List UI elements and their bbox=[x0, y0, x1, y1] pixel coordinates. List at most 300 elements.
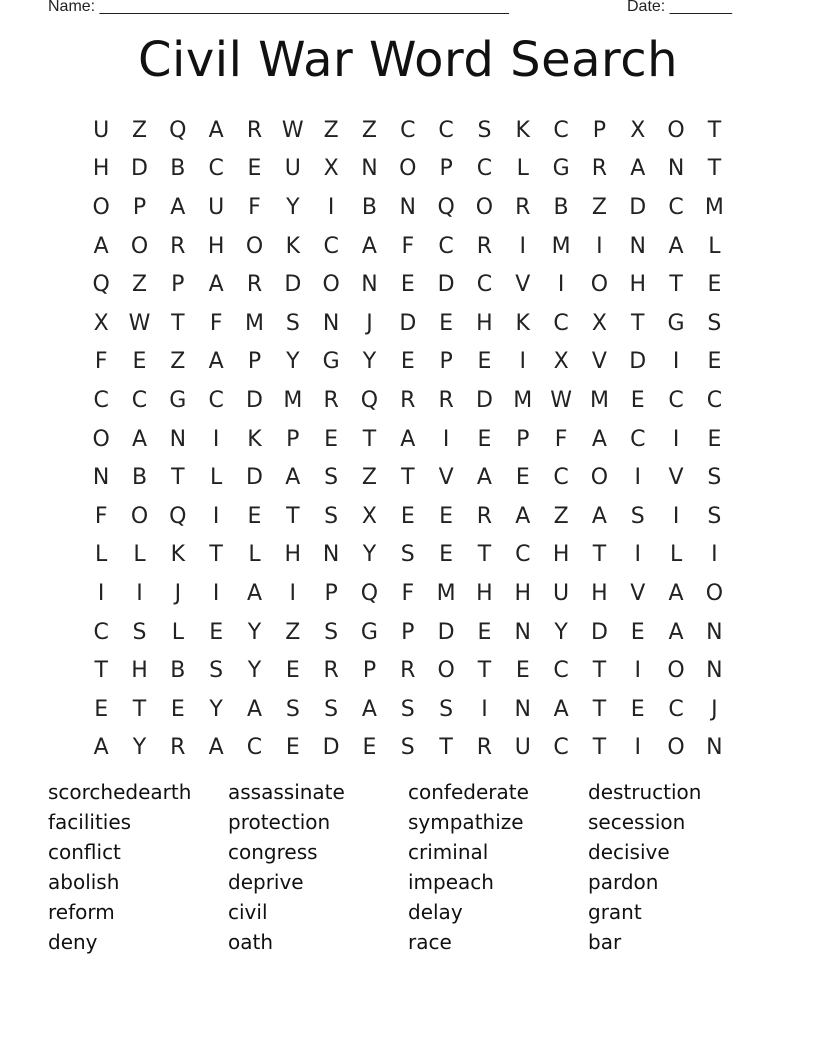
grid-letter[interactable]: K bbox=[285, 233, 301, 259]
grid-letter[interactable]: M bbox=[704, 194, 724, 220]
grid-letter[interactable]: C bbox=[476, 156, 493, 182]
grid-letter[interactable]: A bbox=[208, 117, 224, 143]
grid-letter[interactable]: I bbox=[519, 233, 527, 259]
grid-letter[interactable]: C bbox=[668, 696, 684, 722]
grid-letter[interactable]: P bbox=[132, 194, 147, 220]
grid-letter[interactable]: R bbox=[476, 735, 493, 761]
grid-letter[interactable]: P bbox=[439, 349, 453, 375]
grid-letter[interactable]: T bbox=[401, 465, 415, 491]
grid-letter[interactable]: A bbox=[591, 426, 607, 452]
grid-letter[interactable]: I bbox=[557, 272, 565, 298]
grid-letter[interactable]: A bbox=[93, 233, 109, 259]
grid-letter[interactable]: I bbox=[672, 349, 680, 375]
grid-letter[interactable]: G bbox=[322, 349, 340, 375]
grid-letter[interactable]: O bbox=[399, 156, 417, 182]
grid-letter[interactable]: A bbox=[208, 349, 224, 375]
grid-letter[interactable]: Z bbox=[591, 194, 607, 220]
grid-letter[interactable]: C bbox=[515, 542, 531, 568]
grid-letter[interactable]: Z bbox=[131, 272, 148, 298]
grid-letter[interactable]: E bbox=[707, 426, 722, 452]
grid-letter[interactable]: C bbox=[208, 156, 224, 182]
word-list-item: deny bbox=[48, 930, 98, 954]
grid-letter[interactable]: I bbox=[97, 580, 105, 606]
grid-letter[interactable]: T bbox=[439, 735, 453, 761]
grid-letter[interactable]: X bbox=[361, 503, 377, 529]
grid-letter[interactable]: A bbox=[246, 580, 262, 606]
grid-letter[interactable]: Y bbox=[132, 735, 147, 761]
grid-letter[interactable]: T bbox=[592, 696, 607, 722]
grid-letter[interactable]: K bbox=[515, 117, 530, 143]
grid-letter[interactable]: I bbox=[136, 580, 143, 606]
grid-letter[interactable]: L bbox=[669, 542, 683, 568]
grid-letter[interactable]: R bbox=[170, 233, 186, 259]
grid-letter[interactable]: N bbox=[92, 465, 110, 491]
grid-letter[interactable]: N bbox=[361, 272, 378, 298]
grid-letter[interactable]: Q bbox=[437, 194, 455, 220]
grid-letter[interactable]: V bbox=[668, 465, 684, 491]
grid-letter[interactable]: C bbox=[438, 233, 454, 259]
grid-letter[interactable]: V bbox=[515, 272, 531, 298]
grid-letter[interactable]: U bbox=[93, 117, 110, 143]
grid-letter[interactable]: T bbox=[94, 658, 108, 684]
grid-letter[interactable]: E bbox=[477, 426, 492, 452]
grid-letter[interactable]: T bbox=[631, 310, 645, 336]
grid-letter[interactable]: X bbox=[323, 156, 339, 182]
grid-letter[interactable]: T bbox=[171, 310, 185, 336]
grid-letter[interactable]: I bbox=[212, 503, 220, 529]
grid-letter[interactable]: E bbox=[94, 696, 109, 722]
grid-letter[interactable]: D bbox=[590, 619, 608, 645]
grid-letter[interactable]: S bbox=[324, 619, 339, 645]
grid-letter[interactable]: C bbox=[706, 387, 723, 413]
grid-letter[interactable]: M bbox=[551, 233, 571, 259]
grid-row bbox=[82, 536, 734, 575]
grid-letter[interactable]: I bbox=[672, 426, 680, 452]
grid-letter[interactable]: H bbox=[476, 310, 493, 336]
grid-letter[interactable]: A bbox=[208, 735, 224, 761]
grid-letter[interactable]: G bbox=[169, 387, 187, 413]
grid-letter[interactable]: A bbox=[668, 619, 684, 645]
grid-letter[interactable]: D bbox=[399, 310, 417, 336]
grid-letter[interactable]: J bbox=[174, 580, 182, 606]
grid-letter[interactable]: Q bbox=[169, 503, 187, 529]
grid-letter[interactable]: I bbox=[711, 542, 718, 568]
grid-letter[interactable]: E bbox=[477, 349, 492, 375]
grid-letter[interactable]: O bbox=[667, 735, 685, 761]
grid-letter[interactable]: F bbox=[248, 194, 261, 220]
grid-letter[interactable]: O bbox=[130, 503, 149, 529]
grid-letter[interactable]: S bbox=[132, 619, 147, 645]
grid-letter[interactable]: H bbox=[131, 658, 148, 684]
grid-letter[interactable]: F bbox=[401, 233, 415, 259]
grid-letter[interactable]: I bbox=[327, 194, 335, 220]
grid-letter[interactable]: E bbox=[439, 503, 454, 529]
grid-letter[interactable]: C bbox=[668, 387, 684, 413]
grid-letter[interactable]: S bbox=[707, 310, 722, 336]
grid-letter[interactable]: C bbox=[553, 735, 569, 761]
grid-letter[interactable]: S bbox=[630, 503, 645, 529]
grid-letter[interactable]: X bbox=[93, 310, 109, 336]
grid-letter[interactable]: M bbox=[244, 310, 264, 336]
grid-letter[interactable]: I bbox=[212, 426, 220, 452]
grid-letter[interactable]: A bbox=[553, 696, 569, 722]
grid-letter[interactable]: W bbox=[550, 387, 572, 413]
grid-letter[interactable]: Z bbox=[361, 465, 377, 491]
grid-letter[interactable]: O bbox=[92, 426, 110, 452]
grid-letter[interactable]: I bbox=[634, 735, 641, 761]
grid-letter[interactable]: O bbox=[705, 580, 724, 606]
grid-letter[interactable]: S bbox=[285, 696, 300, 722]
grid-letter[interactable]: Y bbox=[209, 696, 223, 722]
grid-letter[interactable]: O bbox=[475, 194, 494, 220]
grid-letter[interactable]: E bbox=[707, 272, 722, 298]
grid-letter[interactable]: N bbox=[706, 735, 723, 761]
grid-letter[interactable]: E bbox=[285, 658, 300, 684]
grid-letter[interactable]: O bbox=[92, 194, 110, 220]
grid-letter[interactable]: N bbox=[514, 619, 531, 645]
grid-letter[interactable]: O bbox=[590, 465, 609, 491]
grid-letter[interactable]: S bbox=[209, 658, 224, 684]
grid-letter[interactable]: J bbox=[711, 696, 718, 722]
grid-letter[interactable]: S bbox=[707, 465, 722, 491]
grid-letter[interactable]: A bbox=[515, 503, 531, 529]
grid-letter[interactable]: E bbox=[515, 658, 530, 684]
grid-letter[interactable]: N bbox=[706, 658, 723, 684]
grid-letter[interactable]: U bbox=[284, 156, 301, 182]
grid-letter[interactable]: N bbox=[667, 156, 685, 182]
grid-letter[interactable]: O bbox=[130, 233, 149, 259]
grid-letter[interactable]: Y bbox=[286, 349, 300, 375]
grid-letter[interactable]: A bbox=[361, 233, 377, 259]
grid-letter[interactable]: Y bbox=[247, 619, 262, 645]
grid-letter[interactable]: E bbox=[400, 349, 415, 375]
grid-letter[interactable]: Y bbox=[362, 349, 377, 375]
grid-letter[interactable]: C bbox=[553, 117, 569, 143]
grid-letter[interactable]: T bbox=[592, 542, 607, 568]
grid-letter[interactable]: I bbox=[672, 503, 680, 529]
grid-letter[interactable]: C bbox=[553, 658, 569, 684]
grid-letter[interactable]: N bbox=[629, 233, 646, 259]
grid-letter[interactable]: E bbox=[515, 465, 530, 491]
grid-letter[interactable]: D bbox=[246, 387, 263, 413]
grid-letter[interactable]: C bbox=[400, 117, 416, 143]
grid-letter[interactable]: D bbox=[629, 194, 647, 220]
grid-letter[interactable]: A bbox=[93, 735, 109, 761]
grid-letter[interactable]: T bbox=[132, 696, 147, 722]
grid-letter[interactable]: S bbox=[439, 696, 454, 722]
grid-letter[interactable]: R bbox=[515, 194, 531, 220]
grid-letter[interactable]: B bbox=[170, 156, 186, 182]
grid-letter[interactable]: B bbox=[170, 658, 186, 684]
word-list-item: scorchedearth bbox=[48, 780, 192, 804]
grid-letter[interactable]: G bbox=[552, 156, 570, 182]
word-list-item: bar bbox=[588, 930, 622, 954]
grid-letter[interactable]: B bbox=[361, 194, 377, 220]
grid-letter[interactable]: Z bbox=[323, 117, 339, 143]
grid-letter[interactable]: N bbox=[322, 310, 340, 336]
grid-letter[interactable]: G bbox=[360, 619, 378, 645]
grid-letter[interactable]: E bbox=[362, 735, 377, 761]
grid-letter[interactable]: I bbox=[212, 580, 220, 606]
grid-letter[interactable]: I bbox=[519, 349, 527, 375]
grid-letter[interactable]: H bbox=[92, 156, 110, 182]
grid-letter[interactable]: D bbox=[131, 156, 148, 182]
grid-letter[interactable]: R bbox=[323, 658, 339, 684]
grid-letter[interactable]: Y bbox=[247, 658, 262, 684]
grid-letter[interactable]: A bbox=[630, 156, 646, 182]
grid-letter[interactable]: C bbox=[476, 272, 493, 298]
grid-letter[interactable]: E bbox=[707, 349, 722, 375]
grid-letter[interactable]: P bbox=[362, 658, 377, 684]
grid-letter[interactable]: N bbox=[361, 156, 378, 182]
grid-letter[interactable]: R bbox=[476, 503, 493, 529]
grid-letter[interactable]: S bbox=[400, 735, 415, 761]
grid-letter[interactable]: T bbox=[477, 542, 492, 568]
grid-letter[interactable]: A bbox=[361, 696, 377, 722]
grid-letter[interactable]: E bbox=[247, 503, 262, 529]
grid-letter[interactable]: X bbox=[630, 117, 646, 143]
grid-letter[interactable]: T bbox=[477, 658, 492, 684]
grid-letter[interactable]: C bbox=[93, 387, 109, 413]
grid-letter[interactable]: A bbox=[400, 426, 416, 452]
grid-letter[interactable]: M bbox=[589, 387, 609, 413]
grid-letter[interactable]: Y bbox=[554, 619, 568, 645]
grid-letter[interactable]: T bbox=[592, 735, 607, 761]
grid-letter[interactable]: S bbox=[477, 117, 492, 143]
grid-letter[interactable]: C bbox=[246, 735, 263, 761]
grid-letter[interactable]: B bbox=[131, 465, 148, 491]
grid-letter[interactable]: K bbox=[515, 310, 530, 336]
grid-letter[interactable]: U bbox=[553, 580, 570, 606]
grid-letter[interactable]: I bbox=[481, 696, 488, 722]
grid-letter[interactable]: K bbox=[170, 542, 186, 568]
grid-letter[interactable]: E bbox=[247, 156, 262, 182]
grid-letter[interactable]: H bbox=[629, 272, 647, 298]
grid-letter[interactable]: I bbox=[634, 542, 641, 568]
grid-letter[interactable]: D bbox=[322, 735, 340, 761]
grid-letter[interactable]: C bbox=[438, 117, 454, 143]
grid-letter[interactable]: H bbox=[284, 542, 302, 568]
grid-letter[interactable]: Y bbox=[362, 542, 377, 568]
grid-letter[interactable]: R bbox=[246, 272, 263, 298]
grid-letter[interactable]: X bbox=[591, 310, 607, 336]
grid-letter[interactable]: D bbox=[437, 619, 455, 645]
grid-letter[interactable]: V bbox=[591, 349, 607, 375]
grid-letter[interactable]: R bbox=[591, 156, 608, 182]
grid-letter[interactable]: L bbox=[708, 233, 721, 259]
grid-letter[interactable]: E bbox=[170, 696, 185, 722]
grid-letter[interactable]: T bbox=[286, 503, 300, 529]
grid-letter[interactable]: E bbox=[630, 619, 645, 645]
grid-letter[interactable]: T bbox=[707, 156, 722, 182]
grid-letter[interactable]: D bbox=[475, 387, 493, 413]
grid-letter[interactable]: E bbox=[132, 349, 147, 375]
word-list-item: grant bbox=[588, 900, 642, 924]
grid-letter[interactable]: P bbox=[286, 426, 300, 452]
grid-letter[interactable]: S bbox=[324, 465, 339, 491]
word-list-item: confederate bbox=[408, 780, 529, 804]
grid-letter[interactable]: R bbox=[438, 387, 454, 413]
grid-letter[interactable]: R bbox=[323, 387, 339, 413]
grid-letter[interactable]: A bbox=[668, 580, 684, 606]
grid-letter[interactable]: S bbox=[400, 696, 415, 722]
grid-letter[interactable]: O bbox=[667, 117, 685, 143]
grid-letter[interactable]: E bbox=[209, 619, 224, 645]
grid-letter[interactable]: N bbox=[399, 194, 417, 220]
name-field-line[interactable]: Name: ______________________________________________ bbox=[48, 0, 509, 15]
grid-letter[interactable]: C bbox=[323, 233, 339, 259]
grid-letter[interactable]: P bbox=[439, 156, 453, 182]
grid-letter[interactable]: F bbox=[209, 310, 223, 336]
grid-letter[interactable]: R bbox=[246, 117, 263, 143]
grid-letter[interactable]: A bbox=[246, 696, 262, 722]
grid-letter[interactable]: I bbox=[634, 465, 641, 491]
grid-letter[interactable]: C bbox=[553, 465, 569, 491]
grid-letter[interactable]: A bbox=[591, 503, 607, 529]
grid-letter[interactable]: P bbox=[171, 272, 185, 298]
grid-letter[interactable]: N bbox=[514, 696, 531, 722]
grid-letter[interactable]: O bbox=[590, 272, 609, 298]
grid-letter[interactable]: P bbox=[516, 426, 530, 452]
grid-letter[interactable]: N bbox=[322, 542, 340, 568]
page-title: Civil War Word Search bbox=[137, 32, 679, 88]
grid-letter[interactable]: T bbox=[669, 272, 683, 298]
grid-letter[interactable]: P bbox=[592, 117, 607, 143]
grid-letter[interactable]: L bbox=[95, 542, 108, 568]
grid-letter[interactable]: E bbox=[439, 310, 454, 336]
grid-letter[interactable]: P bbox=[324, 580, 338, 606]
grid-letter[interactable]: E bbox=[324, 426, 339, 452]
grid-letter[interactable]: C bbox=[208, 387, 224, 413]
grid-letter[interactable]: H bbox=[476, 580, 493, 606]
grid-letter[interactable]: Z bbox=[285, 619, 301, 645]
grid-letter[interactable]: U bbox=[208, 194, 225, 220]
grid-letter[interactable]: I bbox=[442, 426, 450, 452]
grid-letter[interactable]: T bbox=[592, 658, 607, 684]
grid-letter[interactable]: T bbox=[707, 117, 722, 143]
grid-letter[interactable]: Y bbox=[286, 194, 300, 220]
grid-letter[interactable]: I bbox=[289, 580, 297, 606]
grid-letter[interactable]: Q bbox=[360, 387, 379, 413]
grid-letter[interactable]: O bbox=[667, 658, 685, 684]
grid-letter[interactable]: C bbox=[630, 426, 646, 452]
grid-letter[interactable]: O bbox=[245, 233, 264, 259]
grid-letter[interactable]: P bbox=[247, 349, 262, 375]
grid-letter[interactable]: Q bbox=[169, 117, 187, 143]
grid-letter[interactable]: Q bbox=[360, 580, 379, 606]
grid-letter[interactable]: H bbox=[591, 580, 608, 606]
grid-letter[interactable]: J bbox=[366, 310, 373, 336]
grid-letter[interactable]: R bbox=[476, 233, 493, 259]
grid-letter[interactable]: F bbox=[554, 426, 568, 452]
grid-letter[interactable]: A bbox=[170, 194, 186, 220]
grid-letter[interactable]: K bbox=[247, 426, 262, 452]
grid-letter[interactable]: X bbox=[553, 349, 569, 375]
grid-letter[interactable]: W bbox=[281, 117, 304, 143]
grid-letter[interactable]: L bbox=[133, 542, 146, 568]
grid-letter[interactable]: H bbox=[207, 233, 225, 259]
grid-letter[interactable]: Q bbox=[92, 272, 110, 298]
grid-letter[interactable]: E bbox=[630, 696, 645, 722]
grid-letter[interactable]: S bbox=[285, 310, 300, 336]
grid-letter[interactable]: D bbox=[246, 465, 263, 491]
grid-letter[interactable]: P bbox=[401, 619, 415, 645]
letter-grid bbox=[82, 111, 734, 767]
word-list-item: deprive bbox=[228, 870, 304, 894]
grid-letter[interactable]: F bbox=[94, 503, 108, 529]
grid-letter[interactable]: U bbox=[514, 735, 531, 761]
grid-letter[interactable]: C bbox=[668, 194, 684, 220]
grid-letter[interactable]: D bbox=[437, 272, 455, 298]
grid-letter[interactable]: I bbox=[596, 233, 603, 259]
grid-letter[interactable]: L bbox=[516, 156, 529, 182]
grid-letter[interactable]: M bbox=[283, 387, 303, 413]
grid-letter[interactable]: E bbox=[400, 272, 415, 298]
grid-letter[interactable]: A bbox=[476, 465, 492, 491]
grid-letter[interactable]: S bbox=[324, 696, 339, 722]
grid-letter[interactable]: A bbox=[208, 272, 224, 298]
grid-letter[interactable]: L bbox=[171, 619, 184, 645]
grid-letter[interactable]: M bbox=[513, 387, 533, 413]
grid-letter[interactable]: F bbox=[401, 580, 415, 606]
grid-letter[interactable]: W bbox=[128, 310, 151, 336]
grid-letter[interactable]: C bbox=[131, 387, 148, 413]
grid-letter[interactable]: T bbox=[171, 465, 185, 491]
grid-letter[interactable]: Z bbox=[361, 117, 377, 143]
grid-letter[interactable]: M bbox=[436, 580, 456, 606]
grid-letter[interactable]: S bbox=[707, 503, 722, 529]
grid-letter[interactable]: R bbox=[400, 387, 416, 413]
grid-letter[interactable]: T bbox=[362, 426, 377, 452]
grid-letter[interactable]: D bbox=[284, 272, 302, 298]
grid-letter[interactable]: T bbox=[209, 542, 223, 568]
grid-letter[interactable]: E bbox=[630, 387, 645, 413]
grid-letter[interactable]: E bbox=[400, 503, 415, 529]
grid-letter[interactable]: C bbox=[93, 619, 109, 645]
grid-letter[interactable]: G bbox=[667, 310, 685, 336]
grid-letter[interactable]: C bbox=[553, 310, 569, 336]
grid-letter[interactable]: L bbox=[210, 465, 223, 491]
grid-letter[interactable]: L bbox=[248, 542, 261, 568]
grid-letter[interactable]: O bbox=[437, 658, 455, 684]
grid-letter[interactable]: R bbox=[170, 735, 186, 761]
grid-letter[interactable]: I bbox=[634, 658, 641, 684]
grid-letter[interactable]: H bbox=[552, 542, 570, 568]
grid-letter[interactable]: B bbox=[553, 194, 569, 220]
grid-letter[interactable]: O bbox=[322, 272, 340, 298]
grid-letter[interactable]: A bbox=[131, 426, 148, 452]
grid-letter[interactable]: N bbox=[169, 426, 187, 452]
grid-letter[interactable]: E bbox=[477, 619, 492, 645]
grid-letter[interactable]: H bbox=[514, 580, 532, 606]
grid-letter[interactable]: R bbox=[400, 658, 416, 684]
grid-letter[interactable]: V bbox=[630, 580, 646, 606]
grid-letter[interactable]: F bbox=[94, 349, 108, 375]
date-field-line[interactable]: Date: _______ bbox=[627, 0, 732, 15]
grid-letter[interactable]: A bbox=[668, 233, 684, 259]
grid-letter[interactable]: E bbox=[285, 735, 300, 761]
grid-letter[interactable]: Z bbox=[170, 349, 186, 375]
grid-letter[interactable]: V bbox=[438, 465, 454, 491]
grid-letter[interactable]: S bbox=[400, 542, 415, 568]
grid-letter[interactable]: S bbox=[324, 503, 339, 529]
grid-letter[interactable]: Z bbox=[553, 503, 569, 529]
grid-letter[interactable]: Z bbox=[131, 117, 148, 143]
grid-letter[interactable]: A bbox=[285, 465, 301, 491]
grid-letter[interactable]: N bbox=[706, 619, 723, 645]
grid-letter[interactable]: E bbox=[439, 542, 454, 568]
grid-letter[interactable]: D bbox=[629, 349, 647, 375]
